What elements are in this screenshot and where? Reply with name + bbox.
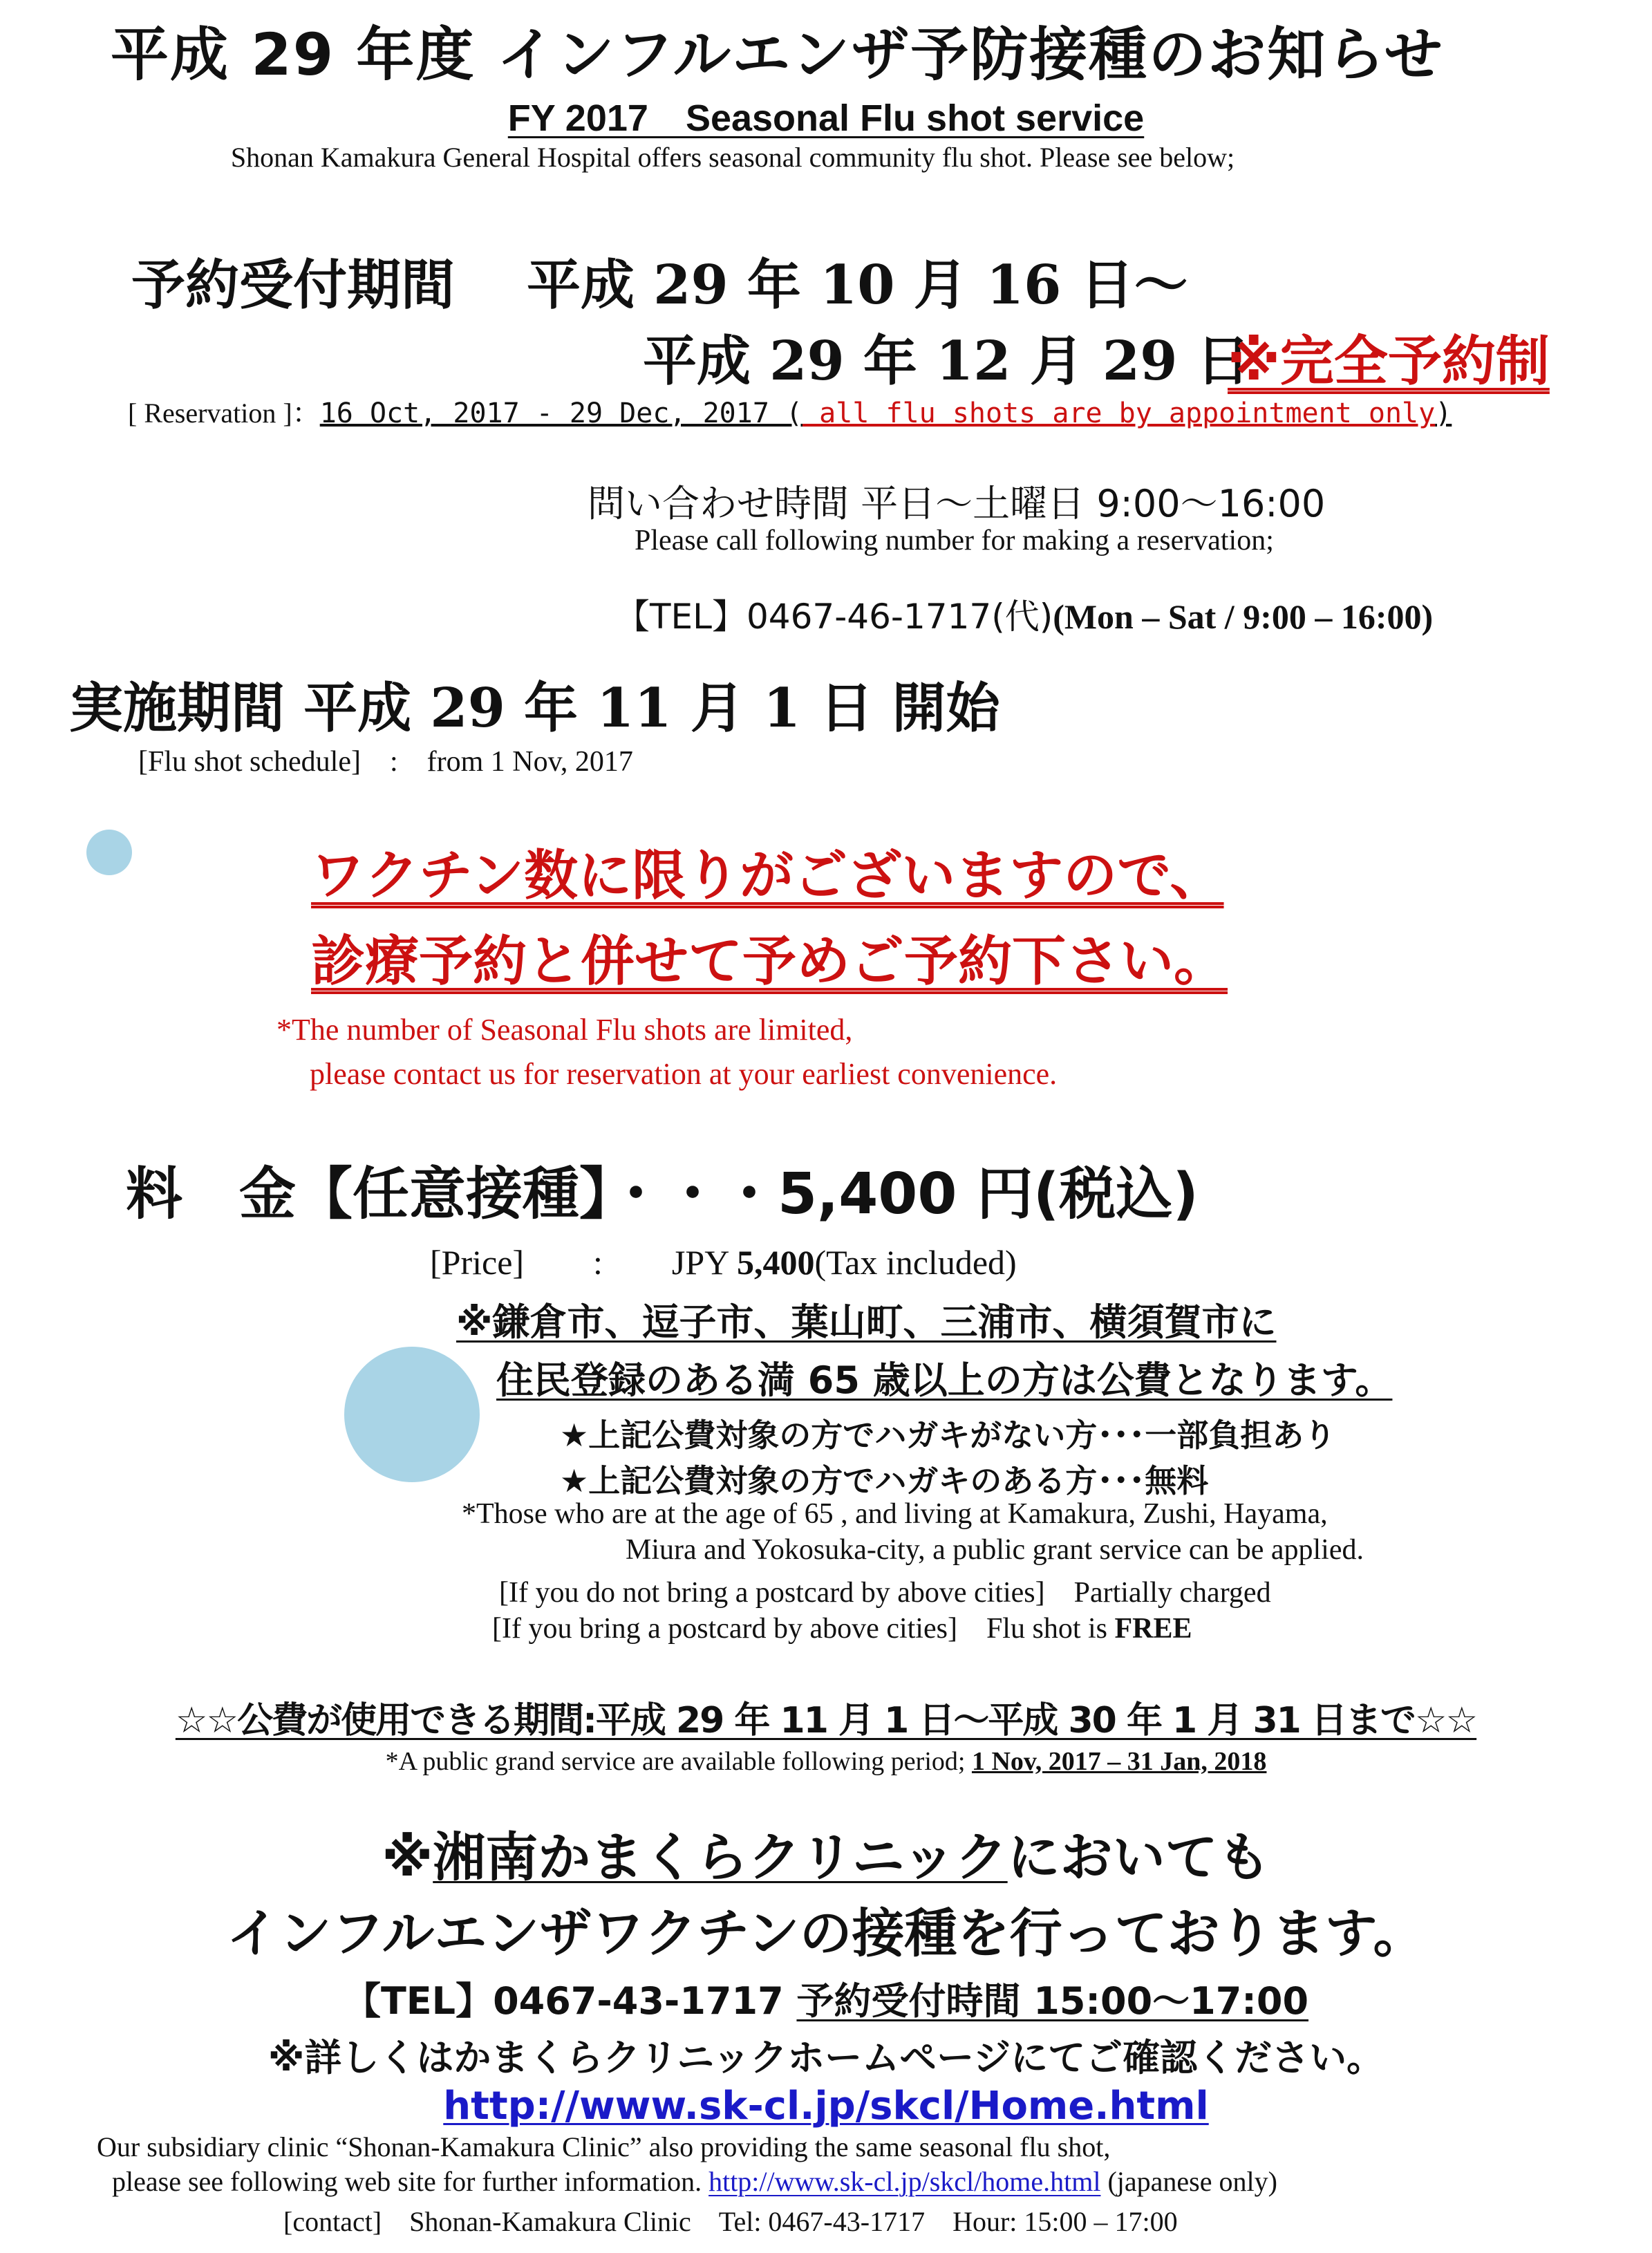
appointment-only-note: ※完全予約制 (1228, 330, 1550, 393)
limited-en-line1: *The number of Seasonal Flu shots are limited, (276, 1013, 853, 1047)
small-circle-decoration (86, 830, 132, 875)
grant-period-en: *A public grand service are available following period; 1 Nov, 2017 – 31 Jan, 2018 (385, 1747, 1267, 1776)
reservation-from: 平成 29 年 10 月 16 日～ (527, 254, 1188, 317)
price-en: [Price] : JPY 5,400(Tax included) (430, 1243, 1017, 1282)
clinic-url-link[interactable]: http://www.sk-cl.jp/skcl/Home.html (443, 2084, 1209, 2129)
intro-text: Shonan Kamakura General Hospital offers seasonal community flu shot. Please see below; (230, 142, 1235, 173)
reservation-tel[interactable]: 【TEL】0467-46-1717(代)(Mon – Sat / 9:00 – 16:00) (615, 597, 1434, 637)
clinic-heading-line2: インフルエンザワクチンの接種を行っております。 (226, 1903, 1426, 1964)
clinic-contact: [contact] Shonan-Kamakura Clinic Tel: 0467-43-1717 Hour: 15:00 – 17:00 (283, 2206, 1178, 2237)
grant-period-jp: ☆☆公費が使用できる期間:平成 29 年 11 月 1 日～平成 30 年 1 月 31 日まで☆☆ (175, 1700, 1477, 1741)
limited-notice-line1: ワクチン数に限りがございますので、 (311, 844, 1224, 907)
limited-en-line2: please contact us for reservation at your earliest convenience. (310, 1057, 1058, 1091)
city-eligibility-line1: ※鎌倉市、逗子市、葉山町、三浦市、横須賀市に (456, 1300, 1277, 1344)
price-en-line2: Miura and Yokosuka-city, a public grant service can be applied. (626, 1534, 1364, 1566)
page-subtitle: FY 2017 Seasonal Flu shot service (507, 97, 1145, 139)
price-en-line4: [If you bring a postcard by above cities] Flu shot is FREE (492, 1613, 1192, 1645)
page-title: 平成 29 年度 インフルエンザ予防接種のお知らせ (111, 21, 1444, 88)
star-note-no-postcard: ★上記公費対象の方でハガキがない方･･･一部負担あり (560, 1417, 1336, 1454)
clinic-details-note: ※詳しくはかまくらクリニックホームページにてご確認ください。 (267, 2036, 1385, 2079)
price-label: 料 金【任意接種】・・・5,400 円(税込) (126, 1161, 1199, 1227)
reservation-label: 予約受付期間 (131, 254, 456, 317)
price-en-line3: [If you do not bring a postcard by above cities] Partially charged (499, 1577, 1271, 1609)
call-instruction: Please call following number for making a reservation; (635, 525, 1274, 557)
schedule-label: 実施期間 平成 29 年 11 月 1 日 開始 (69, 677, 1000, 740)
clinic-tel[interactable]: 【TEL】0467-43-1717 予約受付時間 15:00～17:00 (343, 1979, 1309, 2023)
reservation-to: 平成 29 年 12 月 29 日 (643, 330, 1250, 393)
schedule-en: [Flu shot schedule] : from 1 Nov, 2017 (138, 746, 633, 778)
star-note-postcard: ★上記公費対象の方でハガキのある方･･･無料 (560, 1462, 1209, 1499)
inquiry-hours: 問い合わせ時間 平日～土曜日 9:00～16:00 (588, 482, 1326, 525)
price-en-line1: *Those who are at the age of 65 , and living at Kamakura, Zushi, Hayama, (462, 1498, 1328, 1530)
clinic-en-line1: Our subsidiary clinic “Shonan-Kamakura Clinic” also providing the same seasonal flu shot, (97, 2131, 1111, 2162)
large-circle-decoration (344, 1347, 480, 1482)
clinic-en-line2: please see following web site for further information. http://www.sk-cl.jp/skcl/home.html (japanese only) (112, 2166, 1277, 2197)
clinic-home-link[interactable]: http://www.sk-cl.jp/skcl/home.html (708, 2166, 1101, 2197)
reservation-en: [ Reservation ]：16 Oct, 2017 - 29 Dec, 2017 ( all flu shots are by appointment only) (128, 398, 1452, 429)
limited-notice-line2: 診療予約と併せて予めご予約下さい。 (311, 930, 1228, 993)
city-eligibility-line2: 住民登録のある満 65 歳以上の方は公費となります。 (496, 1358, 1393, 1402)
clinic-heading-line1: ※湘南かまくらクリニックにおいても (382, 1826, 1270, 1888)
